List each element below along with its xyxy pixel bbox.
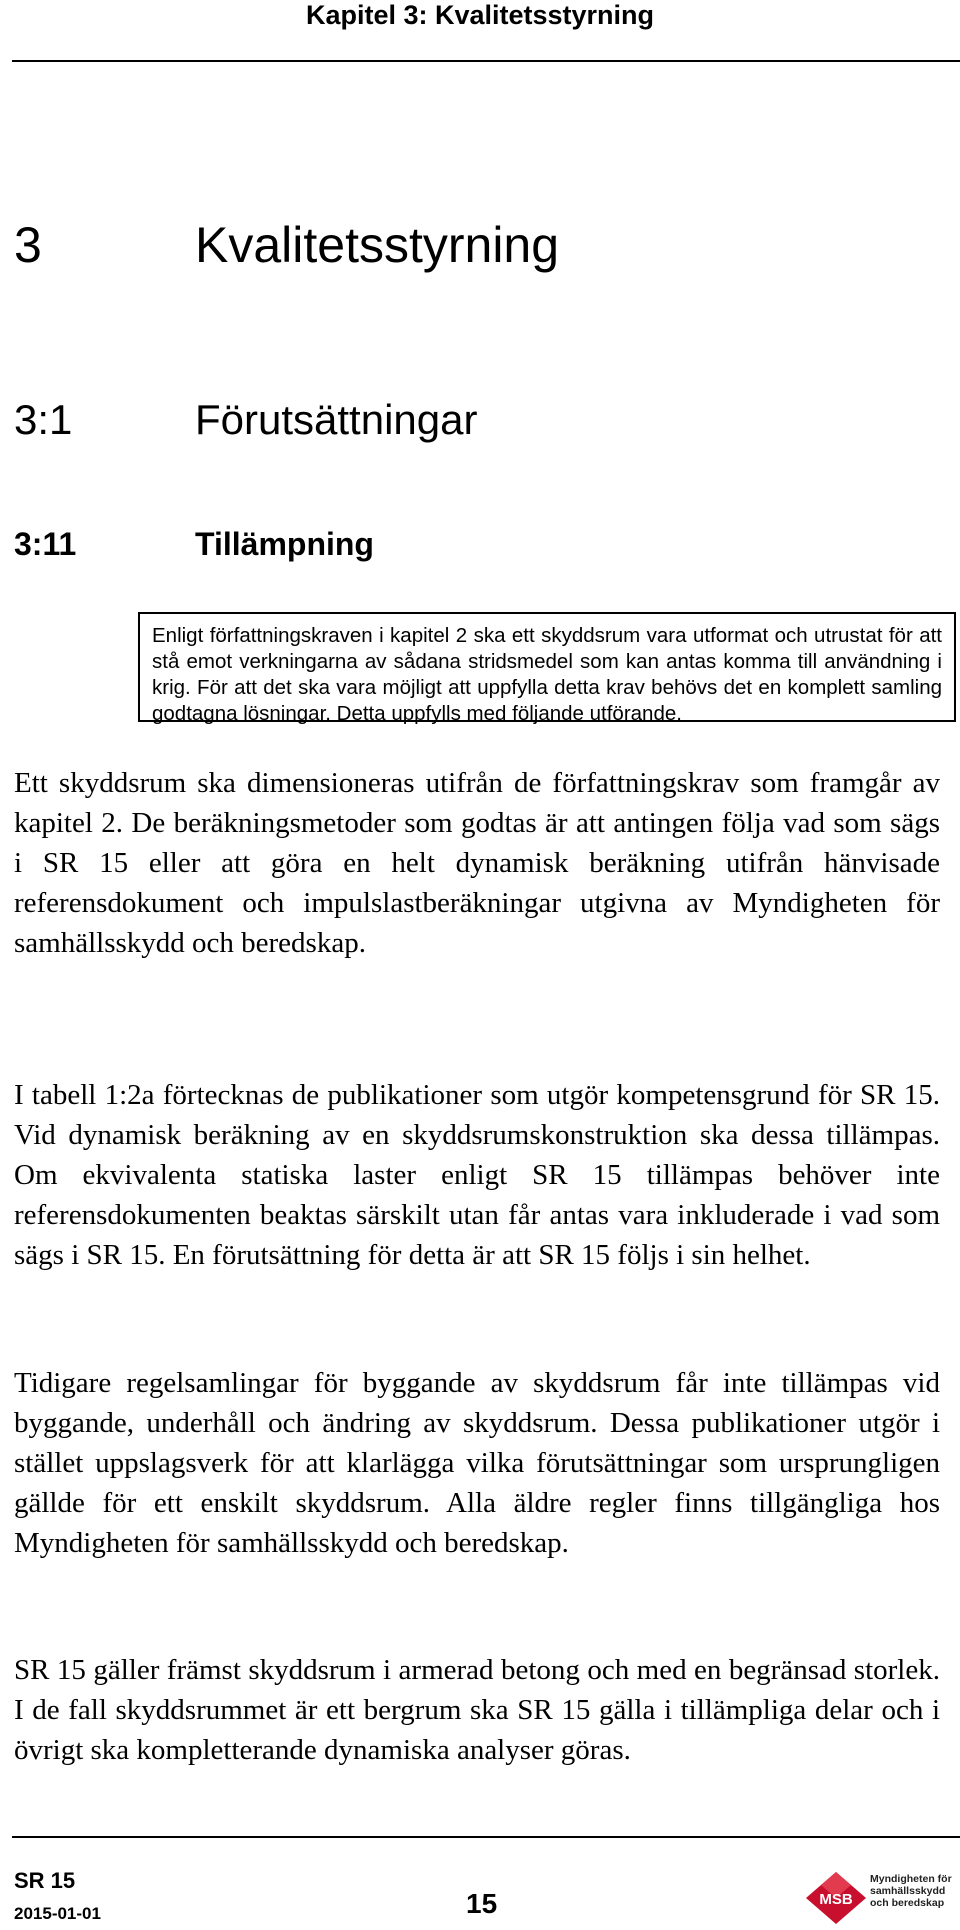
running-header: Kapitel 3: Kvalitetsstyrning (305, 0, 655, 30)
subsection-heading (14, 524, 374, 564)
footer-document-id: SR 15 (14, 1868, 76, 1893)
body-paragraph: Ett skyddsrum ska dimensioneras utifrån de författningskrav som framgår av kapitel 2. De beräkningsmetoder som godtas är att antingen följa vad som sägs i SR 15 eller att göra en helt dynamisk beräkning utifrån hänvisade referensdokument och impulslastberäkningar utgivna av Myndigheten för samhällsskydd och beredskap. (14, 767, 940, 959)
chapter-title: Kvalitetsstyrning (195, 217, 560, 273)
msb-logo-acronym: MSB (819, 1891, 853, 1908)
logo-line: och beredskap (870, 1897, 945, 1909)
subsection-number: 3:11 (14, 526, 77, 562)
body-paragraph: Tidigare regelsamlingar för byggande av skyddsrum får inte tillämpas vid byggande, underhåll och ändring av skyddsrum. Dessa publikationer utgör i stället uppslagsverk för att klarlägga vilka förutsättningar som ursprungligen gällde för ett enskilt skyddsrum. Alla äldre regler finns tillgängliga hos Myndigheten för samhällsskydd och beredskap. (14, 1367, 940, 1559)
msb-logo-text (870, 1873, 952, 1909)
chapter-heading (14, 215, 559, 275)
page-number: 15 (466, 1888, 498, 1919)
msb-logo-mark (806, 1872, 866, 1924)
section-number: 3:1 (14, 396, 73, 443)
subsection-title: Tillämpning (195, 526, 374, 562)
logo-line: samhällsskydd (870, 1885, 946, 1897)
section-heading (14, 395, 477, 445)
chapter-number: 3 (14, 217, 42, 273)
header-rule (12, 60, 960, 62)
logo-line: Myndigheten för (870, 1873, 952, 1885)
footer-rule (12, 1836, 960, 1838)
requirement-box: Enligt författningskraven i kapitel 2 ska ett skyddsrum vara utformat och utrustat för att stå emot verkningarna av sådana stridsmedel som kan antas komma till användning i krig. För att det ska vara möjligt att uppfylla detta krav behövs det en komplett samling godtagna lösningar. Detta uppfylls med följande utförande. (138, 612, 956, 722)
body-paragraph: SR 15 gäller främst skyddsrum i armerad betong och med en begränsad storlek. I de fall skyddsrummet är ett bergrum ska SR 15 gälla i tillämpliga delar och i övrigt ska kompletterande dynamiska analyser göras. (14, 1654, 940, 1766)
footer-date: 2015-01-01 (14, 1904, 101, 1923)
body-paragraph: I tabell 1:2a förtecknas de publikationer som utgör kompetensgrund för SR 15. Vid dynamisk beräkning av en skyddsrumskonstruktion ska dessa tillämpas. Om ekvivalenta statiska laster enligt SR 15 tillämpas behöver inte referensdokumenten beaktas särskilt utan får antas vara inkluderade i vad som sägs i SR 15. En förutsättning för detta är att SR 15 följs i sin helhet. (14, 1079, 940, 1271)
section-title: Förutsättningar (195, 396, 478, 443)
